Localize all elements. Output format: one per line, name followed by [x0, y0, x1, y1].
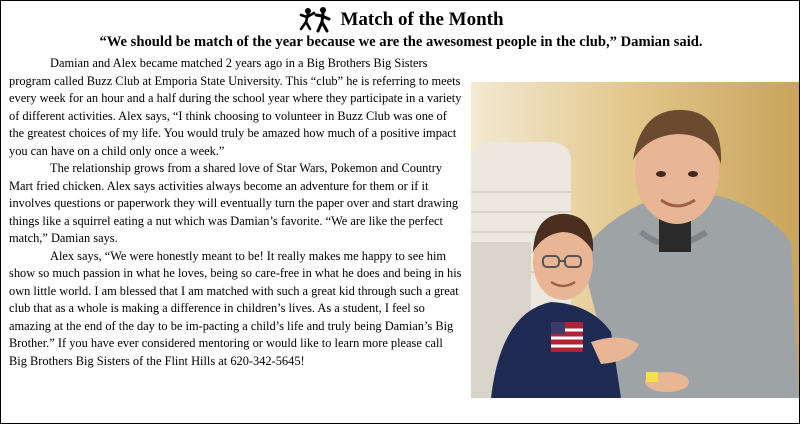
- pull-quote: “We should be match of the year because we are the awesomest people in the club,” Damian said.: [99, 34, 703, 50]
- photo-of-match-icon: [471, 82, 799, 398]
- article-paragraph-2: The relationship grows from a shared love of Star Wars, Pokemon and Country Mart fried chicken. Alex says activities always become an adventure for them or if it involves questions or paperwork they will eventually turn the paper over and start drawing things like a squirrel eating a nut which was Damian’s favorite. “We are like the perfect match,” Damian says.: [9, 161, 459, 245]
- big-brothers-big-sisters-logo-icon: [298, 7, 332, 33]
- article-paragraph-1: Damian and Alex became matched 2 years ago in a Big Brothers Big Sisters program called Buzz Club at Emporia State University. This “club” he is referring to meets every week for an hour and a half during the school year where they participate in a variety of different activities. Alex says, “I think choosing to volunteer in Buzz Club was one of the greatest choices of my life. You would truly be amazed how much of a positive impact you can have on a child only once a week.”: [9, 56, 462, 158]
- article-body: [9, 55, 795, 398]
- header: [1, 6, 800, 34]
- article-paragraph-3: Alex says, “We were honestly meant to be! It really makes me happy to see him show so much passion in what he loves, being so care-free in what he does and being in his own little world. I am blessed that I am matched with such a great kid through such a great club that as a whole is making a difference in children’s lives. As a student, I feel so amazing at the end of the day to be im-pacting a child’s life and truly being Damian’s Big Brother.” If you have ever considered mentoring or would like to learn more please call Big Brothers Big Sisters of the Flint Hills at 620-342-5645!: [9, 248, 462, 368]
- page-title: Match of the Month: [340, 9, 504, 30]
